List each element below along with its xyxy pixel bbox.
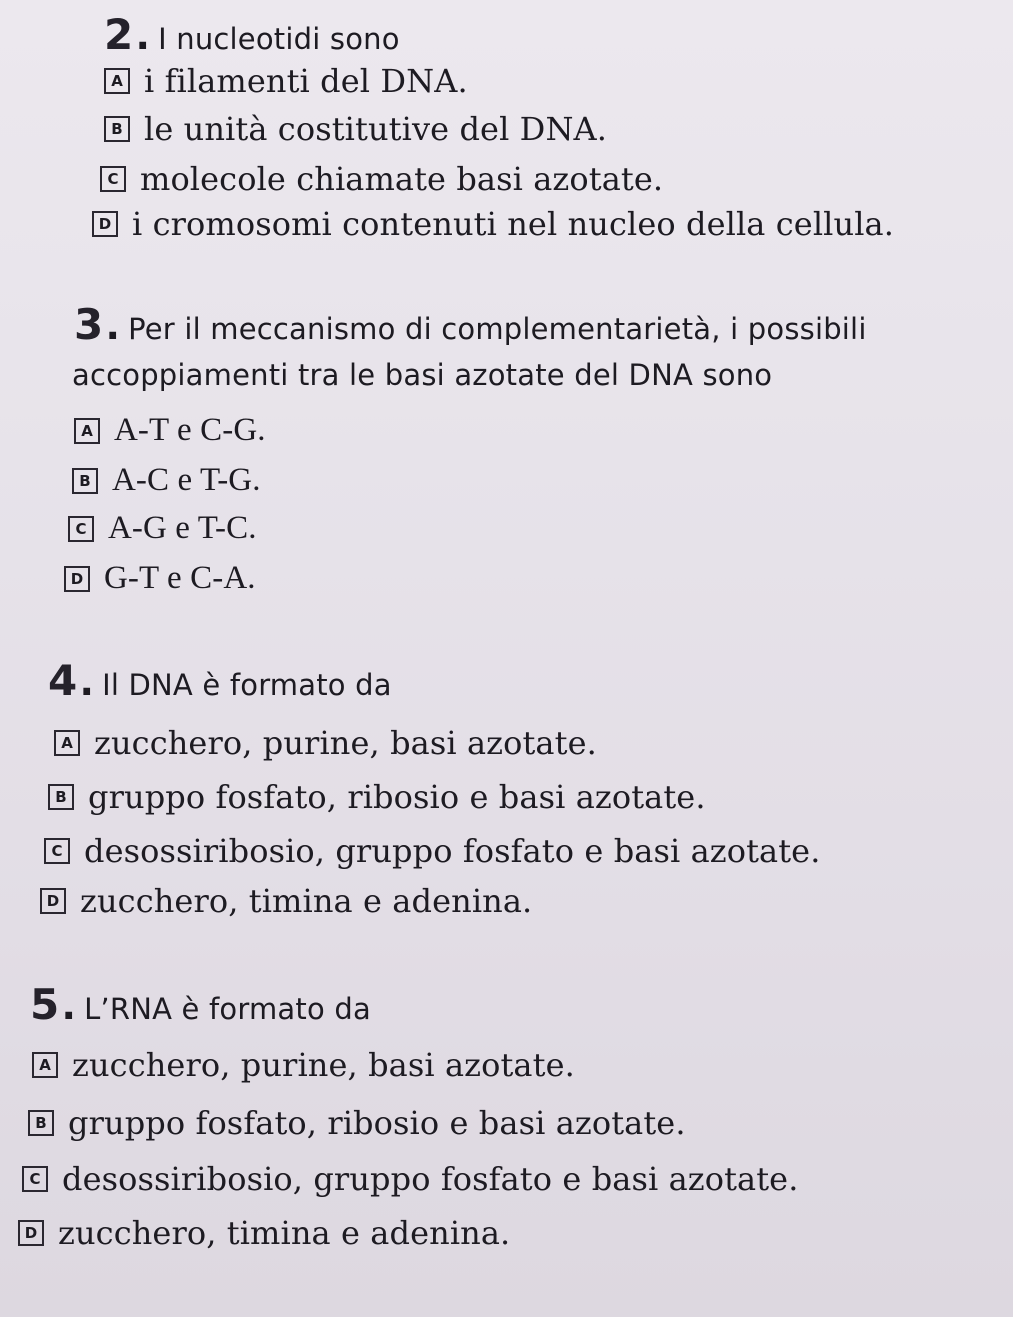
- option-b[interactable]: [48, 778, 706, 816]
- option-text: gruppo fosfato, ribosio e basi azotate.: [68, 1104, 686, 1142]
- option-letter-box: A: [74, 418, 100, 444]
- option-text: le unità costitutive del DNA.: [144, 110, 608, 148]
- option-text: desossiribosio, gruppo fosfato e basi azotate.: [62, 1160, 799, 1198]
- question-prompt: L’RNA è formato da: [84, 992, 371, 1026]
- question-heading: 3. Per il meccanismo di complementarietà, i possibili: [74, 300, 867, 349]
- option-letter-box: C: [100, 166, 126, 192]
- question-prompt: Per il meccanismo di complementarietà, i possibili: [128, 312, 867, 346]
- option-a[interactable]: [74, 412, 266, 449]
- option-a[interactable]: [32, 1046, 575, 1084]
- option-text: gruppo fosfato, ribosio e basi azotate.: [88, 778, 706, 816]
- option-letter-box: C: [44, 838, 70, 864]
- question-heading: 4. Il DNA è formato da: [48, 656, 392, 705]
- option-text: G-T e C-A.: [104, 560, 256, 596]
- question-prompt: I nucleotidi sono: [158, 22, 400, 56]
- option-d[interactable]: [92, 205, 894, 243]
- option-text: A-G e T-C.: [108, 510, 257, 546]
- option-letter-box: C: [68, 516, 94, 542]
- option-text: i filamenti del DNA.: [144, 62, 468, 100]
- option-c[interactable]: [68, 510, 257, 547]
- option-b[interactable]: [104, 110, 607, 148]
- question-number: 3: [74, 300, 104, 349]
- option-text: A-C e T-G.: [112, 462, 261, 498]
- option-a[interactable]: [104, 62, 468, 100]
- option-letter-box: B: [104, 116, 130, 142]
- option-text: zucchero, purine, basi azotate.: [72, 1046, 575, 1084]
- question-number: 5: [30, 980, 60, 1029]
- option-letter-box: B: [48, 784, 74, 810]
- option-a[interactable]: [54, 724, 597, 762]
- option-letter-box: D: [64, 566, 90, 592]
- option-letter-box: D: [40, 888, 66, 914]
- option-text: i cromosomi contenuti nel nucleo della cellula.: [132, 205, 894, 243]
- option-letter-box: B: [72, 468, 98, 494]
- option-letter-box: A: [32, 1052, 58, 1078]
- option-d[interactable]: [40, 882, 532, 920]
- option-text: zucchero, timina e adenina.: [80, 882, 533, 920]
- option-letter-box: A: [104, 68, 130, 94]
- question-heading: 5. L’RNA è formato da: [30, 980, 371, 1029]
- question-prompt-continued: accoppiamenti tra le basi azotate del DNA sono: [72, 358, 773, 392]
- option-text: molecole chiamate basi azotate.: [140, 160, 664, 198]
- option-letter-box: D: [92, 211, 118, 237]
- option-d[interactable]: [18, 1214, 510, 1252]
- option-text: zucchero, timina e adenina.: [58, 1214, 511, 1252]
- option-c[interactable]: [44, 832, 821, 870]
- option-b[interactable]: [72, 462, 261, 499]
- option-letter-box: B: [28, 1110, 54, 1136]
- option-c[interactable]: [22, 1160, 799, 1198]
- option-c[interactable]: [100, 160, 663, 198]
- question-number: 2: [104, 10, 134, 59]
- option-b[interactable]: [28, 1104, 686, 1142]
- option-letter-box: D: [18, 1220, 44, 1246]
- option-text: desossiribosio, gruppo fosfato e basi azotate.: [84, 832, 821, 870]
- question-prompt: Il DNA è formato da: [102, 668, 392, 702]
- option-d[interactable]: [64, 560, 256, 597]
- option-text: A-T e C-G.: [114, 412, 266, 448]
- option-text: zucchero, purine, basi azotate.: [94, 724, 597, 762]
- question-heading: 2. I nucleotidi sono: [104, 10, 400, 59]
- option-letter-box: C: [22, 1166, 48, 1192]
- option-letter-box: A: [54, 730, 80, 756]
- question-number: 4: [48, 656, 78, 705]
